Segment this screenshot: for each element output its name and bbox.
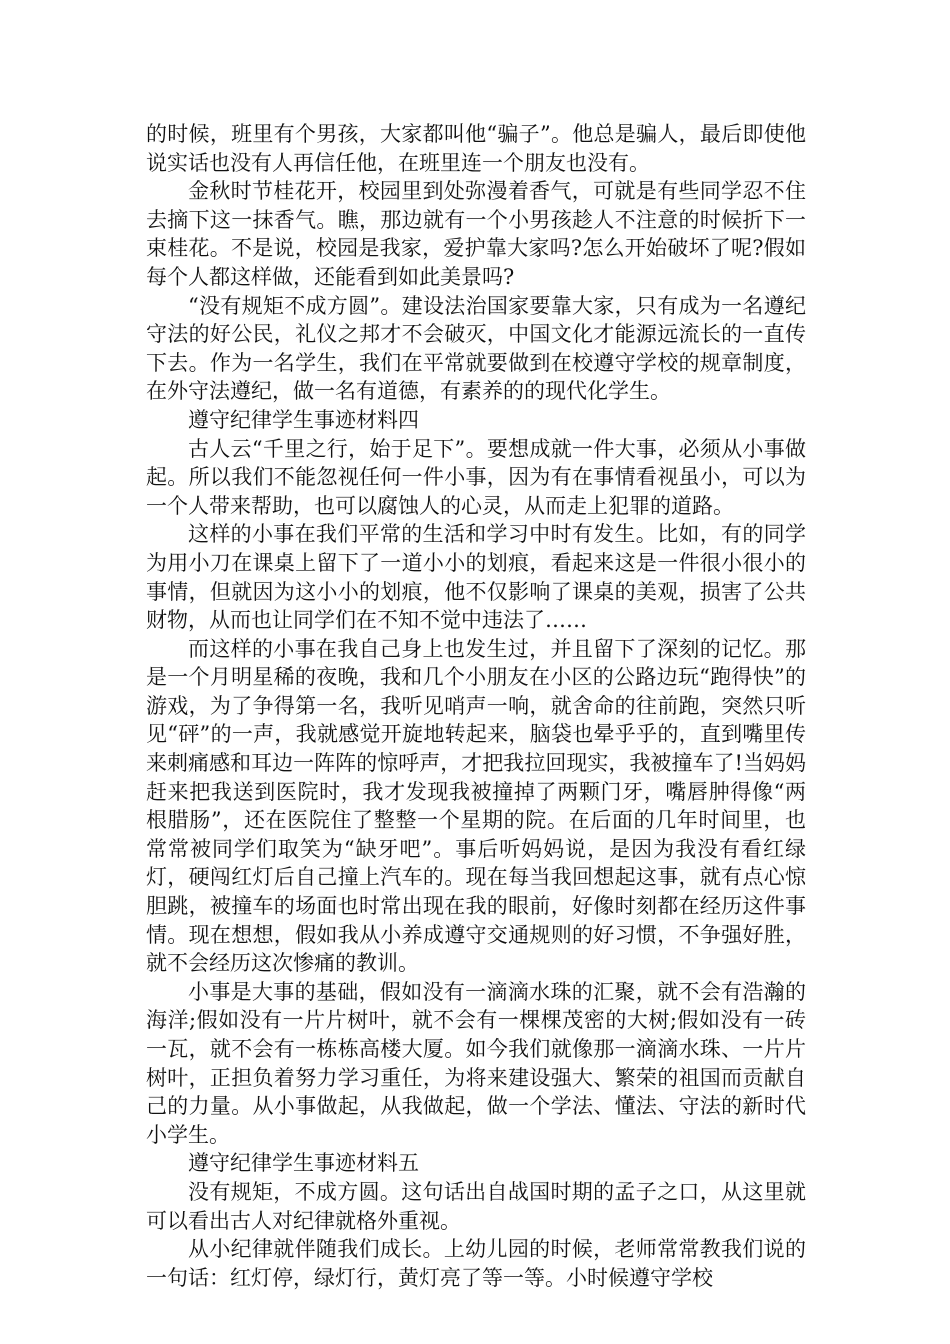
paragraph-continuation: 的时候，班里有个男孩，大家都叫他“骗子”。他总是骗人，最后即使他说实话也没有人再信任他，在班里连一个朋友也没有。 (146, 122, 806, 175)
paragraph-rules: “没有规矩不成方圆”。建设法治国家要靠大家，只有成为一名遵纪守法的好公民，礼仪之邦才不会破灭，中国文化才能源远流长的一直传下去。作为一名学生，我们在平常就要做到在校遵守学校的规章制度，在外守法遵纪，做一名有道德，有素养的的现代化学生。 (146, 293, 806, 404)
paragraph-ancient-saying: 古人云“千里之行，始于足下”。要想成就一件大事，必须从小事做起。所以我们不能忽视任何一件小事，因为有在事情看视虽小，可以为一个人带来帮助，也可以腐蚀人的心灵，从而走上犯罪的道路。 (146, 436, 806, 518)
paragraph-kindergarten: 从小纪律就伴随我们成长。上幼儿园的时候，老师常常教我们说的一句话：红灯停，绿灯行，黄灯亮了等一等。小时候遵守学校 (146, 1237, 806, 1290)
paragraph-mencius: 没有规矩，不成方圆。这句话出自战国时期的孟子之口，从这里就可以看出古人对纪律就格外重视。 (146, 1179, 806, 1233)
paragraph-foundation: 小事是大事的基础，假如没有一滴滴水珠的汇聚，就不会有浩瀚的海洋;假如没有一片片树叶，就不会有一棵棵茂密的大树;假如没有一砖一瓦，就不会有一栋栋高楼大厦。如今我们就像那一滴滴水珠、一片片树叶，正担负着努力学习重任，为将来建设强大、繁荣的祖国而贡献自己的力量。从小事做起，从我做起，做一个学法、懂法、守法的新时代小学生。 (146, 979, 806, 1147)
section-heading-four: 遵守纪律学生事迹材料四 (188, 407, 419, 432)
section-heading-five: 遵守纪律学生事迹材料五 (188, 1151, 419, 1176)
paragraph-small-things: 这样的小事在我们平常的生活和学习中时有发生。比如，有的同学为用小刀在课桌上留下了一道小小的划痕，看起来这是一件很小很小的事情，但就因为这小小的划痕，他不仅影响了课桌的美观，损害了公共财物，从而也让同学们在不知不觉中违法了…… (146, 522, 806, 633)
paragraph-osmanthus: 金秋时节桂花开，校园里到处弥漫着香气，可就是有些同学忍不住去摘下这一抹香气。瞧，那边就有一个小男孩趁人不注意的时候折下一束桂花。不是说，校园是我家，爱护靠大家吗?怎么开始破坏了呢?假如每个人都这样做，还能看到如此美景吗? (146, 179, 806, 289)
paragraph-personal-story: 而这样的小事在我自己身上也发生过，并且留下了深刻的记忆。那是一个月明星稀的夜晚，我和几个小朋友在小区的公路边玩“跑得快”的游戏，为了争得第一名，我听见哨声一响，就舍命的往前跑，突然只听见“砰”的一声，我就感觉开旋地转起来，脑袋也晕乎乎的，直到嘴里传来刺痛感和耳边一阵阵的惊呼声，才把我拉回现实，我被撞车了!当妈妈赶来把我送到医院时，我才发现我被撞掉了两颗门牙，嘴唇肿得像“两根腊肠”，还在医院住了整整一个星期的院。在后面的几年时间里，也常常被同学们取笑为“缺牙吧”。事后听妈妈说，是因为我没有看红绿灯，硬闯红灯后自己撞上汽车的。现在每当我回想起这事，就有点心惊胆跳，被撞车的场面也时常出现在我的眼前，好像时刻都在经历这件事情。现在想想，假如我从小养成遵守交通规则的好习惯，不争强好胜，就不会经历这次惨痛的教训。 (146, 636, 806, 976)
document-page (146, 120, 806, 1292)
